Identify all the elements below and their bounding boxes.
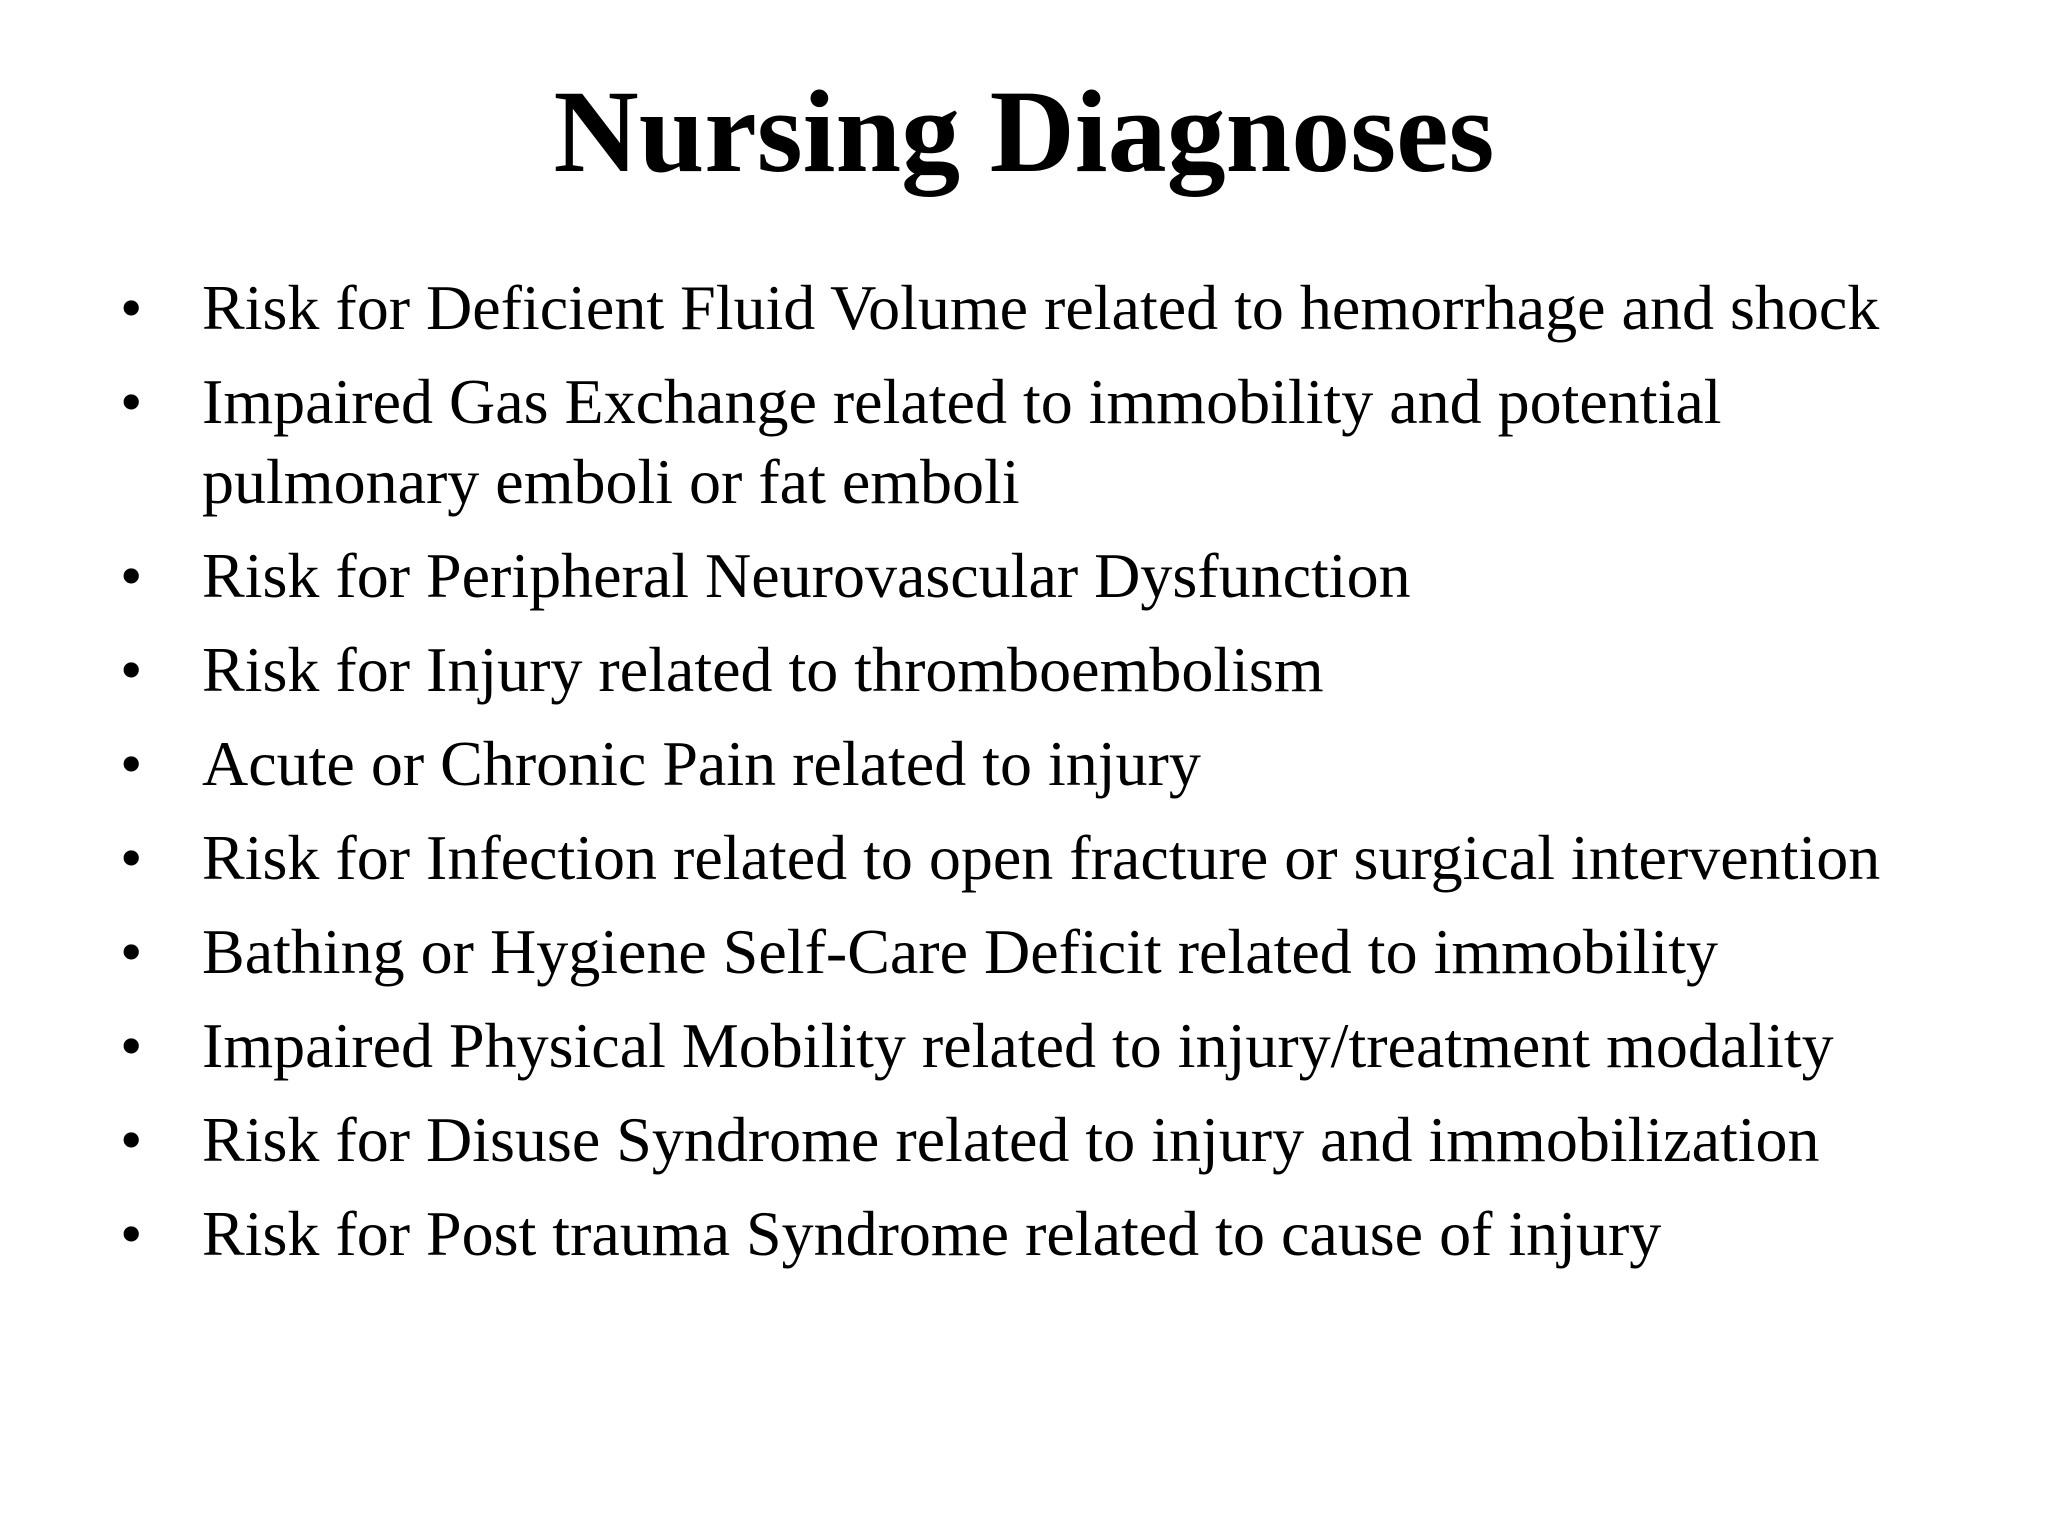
diagnoses-list [120,268,2000,1288]
slide-title: Nursing Diagnoses [553,66,1495,197]
list-item-text: Risk for Post trauma Syndrome related to cause of injury [202,1198,1662,1269]
bullet-icon: • [120,540,143,611]
bullet-icon: • [120,634,143,705]
list-item-text: Impaired Physical Mobility related to injury/treatment modality [202,1010,1834,1081]
list-item [120,1194,2000,1274]
list-item-text: Risk for Infection related to open fracture or surgical intervention [202,822,1881,893]
bullet-icon: • [120,916,143,987]
bullet-icon: • [120,728,143,799]
bullet-icon: • [120,366,143,437]
list-item-text: Risk for Deficient Fluid Volume related to hemorrhage and shock [202,272,1880,343]
list-item [120,1006,2000,1086]
list-item [120,630,2000,710]
list-item [120,362,2000,522]
bullet-icon: • [120,1010,143,1081]
list-item-text: Risk for Peripheral Neurovascular Dysfunction [202,540,1411,611]
list-item [120,818,2000,898]
list-item-text: Risk for Injury related to thromboembolism [202,634,1324,705]
list-item-text: Risk for Disuse Syndrome related to injury and immobilization [202,1104,1820,1175]
list-item-text: Acute or Chronic Pain related to injury [202,728,1201,799]
list-item [120,912,2000,992]
list-item [120,536,2000,616]
list-item-text: Bathing or Hygiene Self-Care Deficit related to immobility [202,916,1719,987]
bullet-icon: • [120,1198,143,1269]
list-item [120,724,2000,804]
list-item [120,1100,2000,1180]
bullet-icon: • [120,1104,143,1175]
bullet-icon: • [120,822,143,893]
list-item [120,268,2000,348]
bullet-icon: • [120,272,143,343]
list-item-text: Impaired Gas Exchange related to immobility and potential pulmonary emboli or fat emboli [202,366,1722,517]
